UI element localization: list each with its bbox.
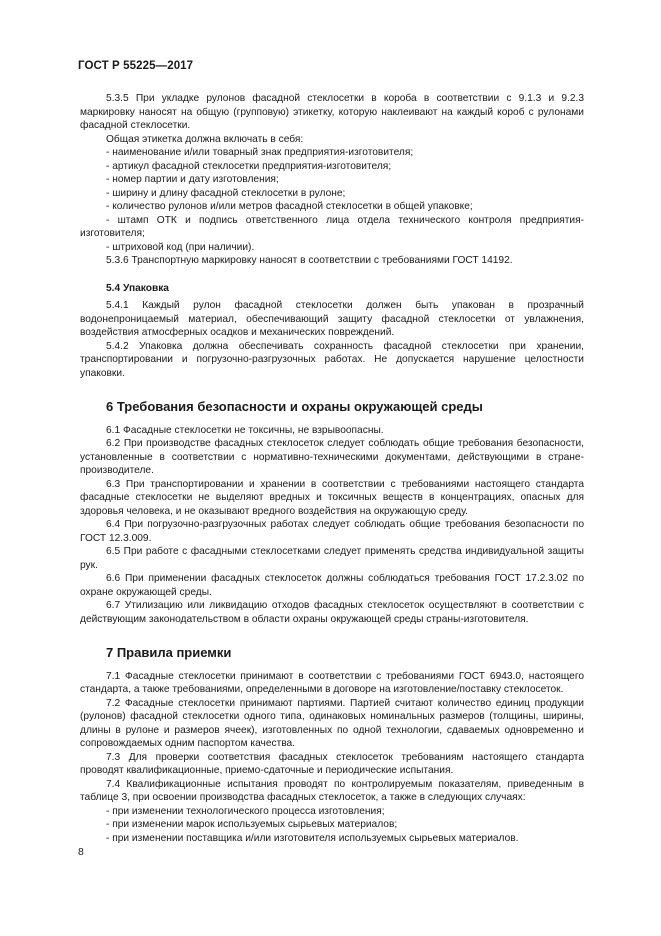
list-item: - номер партии и дату изготовления; — [106, 174, 279, 185]
paragraph-6-2: 6.2 При производстве фасадных стеклосеток следует соблюдать общие требования безопасности, установленные в соответствии с нормативно-техническими документами, действующими в стране-производителе. — [80, 438, 584, 476]
section-heading-6: 6 Требования безопасности и охраны окружающей среды — [106, 399, 483, 414]
list-item: - при изменении марок используемых сырьевых материалов; — [106, 819, 398, 830]
paragraph-7-3: 7.3 Для проверки соответствия фасадных стеклосеток требованиям настоящего стандарта проводят квалификационные, приемо-сдаточные и периодические испытания. — [80, 751, 584, 776]
list-item: - ширину и длину фасадной стеклосетки в рулоне; — [106, 187, 346, 199]
page-content — [80, 92, 584, 845]
paragraph-6-3: 6.3 При транспортировании и хранении в соответствии с требованиями настоящего стандарта фасадные стеклосетки не выделяют вредных и токсичных веществ в концентрациях, опасных для здоровья человека, и не оказывают вредного воздействия на окружающую среду. — [80, 478, 584, 517]
list-item: - штамп ОТК и подпись ответственного лица отдела технического контроля предприятия-изготовителя; — [80, 214, 584, 239]
list-item: - при изменении поставщика и/или изготовителя используемых сырьевых материалов. — [106, 832, 519, 844]
page-header: ГОСТ Р 55225—2017 — [78, 60, 194, 72]
list-item: - количество рулонов и/или метров фасадной стеклосетки в общей упаковке; — [106, 201, 473, 212]
paragraph-6-5: 6.5 При работе с фасадными стеклосетками следует применять средства индивидуальной защиты рук. — [80, 546, 584, 571]
paragraph-7-2: 7.2 Фасадные стеклосетки принимают партиями. Партией считают количество единиц продукции (рулонов) фасадной стеклосетки одного типа, одинаковых номинальных размеров (толщины, ширины, длины в рулоне и размеров ячеек), изготовленных по одной технологии, сдаваемых одновременно и сопровождаемых одним паспортом качества. — [80, 697, 584, 749]
list-item: - штриховой код (при наличии). — [106, 241, 255, 253]
paragraph-5-3-6: 5.3.6 Транспортную маркировку наносят в соответствии с требованиями ГОСТ 14192. — [106, 255, 513, 266]
paragraph-7-4: 7.4 Квалификационные испытания проводят по контролируемым показателям, приведенным в таблице 3, при освоении производства фасадных стеклосеток, а также в следующих случаях: — [80, 778, 584, 803]
paragraph-6-4: 6.4 При погрузочно-разгрузочных работах следует соблюдать общие требования безопасности по ГОСТ 12.3.009. — [80, 519, 584, 544]
list-item: - артикул фасадной стеклосетки предприятия-изготовителя; — [106, 160, 392, 172]
paragraph-6-1: 6.1 Фасадные стеклосетки не токсичны, не взрывоопасны. — [106, 424, 384, 436]
list-item: - наименование и/или товарный знак предприятия-изготовителя; — [106, 147, 414, 158]
paragraph-6-6: 6.6 При применении фасадных стеклосеток должны соблюдаться требования ГОСТ 17.2.3.02 по охране окружающей среды. — [80, 573, 584, 598]
paragraph-5-4-2: 5.4.2 Упаковка должна обеспечивать сохранность фасадной стеклосетки при хранении, транспортировании и погрузочно-разгрузочных работах. Не допускается нарушение целостности упаковки. — [80, 340, 584, 379]
page-number: 8 — [78, 846, 84, 858]
paragraph-5-4-1: 5.4.1 Каждый рулон фасадной стеклосетки должен быть упакован в прозрачный водонепроницаемый материал, обеспечивающий защиту фасадной стеклосетки от увлажнения, воздействия атмосферных осадков и механических повреждений. — [80, 300, 584, 338]
section-heading-7: 7 Правила приемки — [106, 645, 232, 660]
list-item: - при изменении технологического процесса изготовления; — [106, 805, 385, 817]
paragraph-5-3-5: 5.3.5 При укладке рулонов фасадной стеклосетки в короба в соответствии с 9.1.3 и 9.2.3 маркировку наносят на общую (групповую) этикетку, которую наклеивают на каждый короб с рулонами фасадной стеклосетки. — [80, 93, 584, 131]
paragraph-6-7: 6.7 Утилизацию или ликвидацию отходов фасадных стеклосеток осуществляют в соответствии с действующим законодательством в области охраны окружающей среды страны-изготовителя. — [80, 600, 584, 625]
paragraph-7-1: 7.1 Фасадные стеклосетки принимают в соответствии с требованиями ГОСТ 6943.0, настоящего стандарта, а также требованиями, определенными в договоре на изготовление/поставку стеклосеток. — [80, 670, 584, 695]
label-intro: Общая этикетка должна включать в себя: — [106, 133, 304, 145]
section-heading-5-4: 5.4 Упаковка — [106, 282, 169, 294]
